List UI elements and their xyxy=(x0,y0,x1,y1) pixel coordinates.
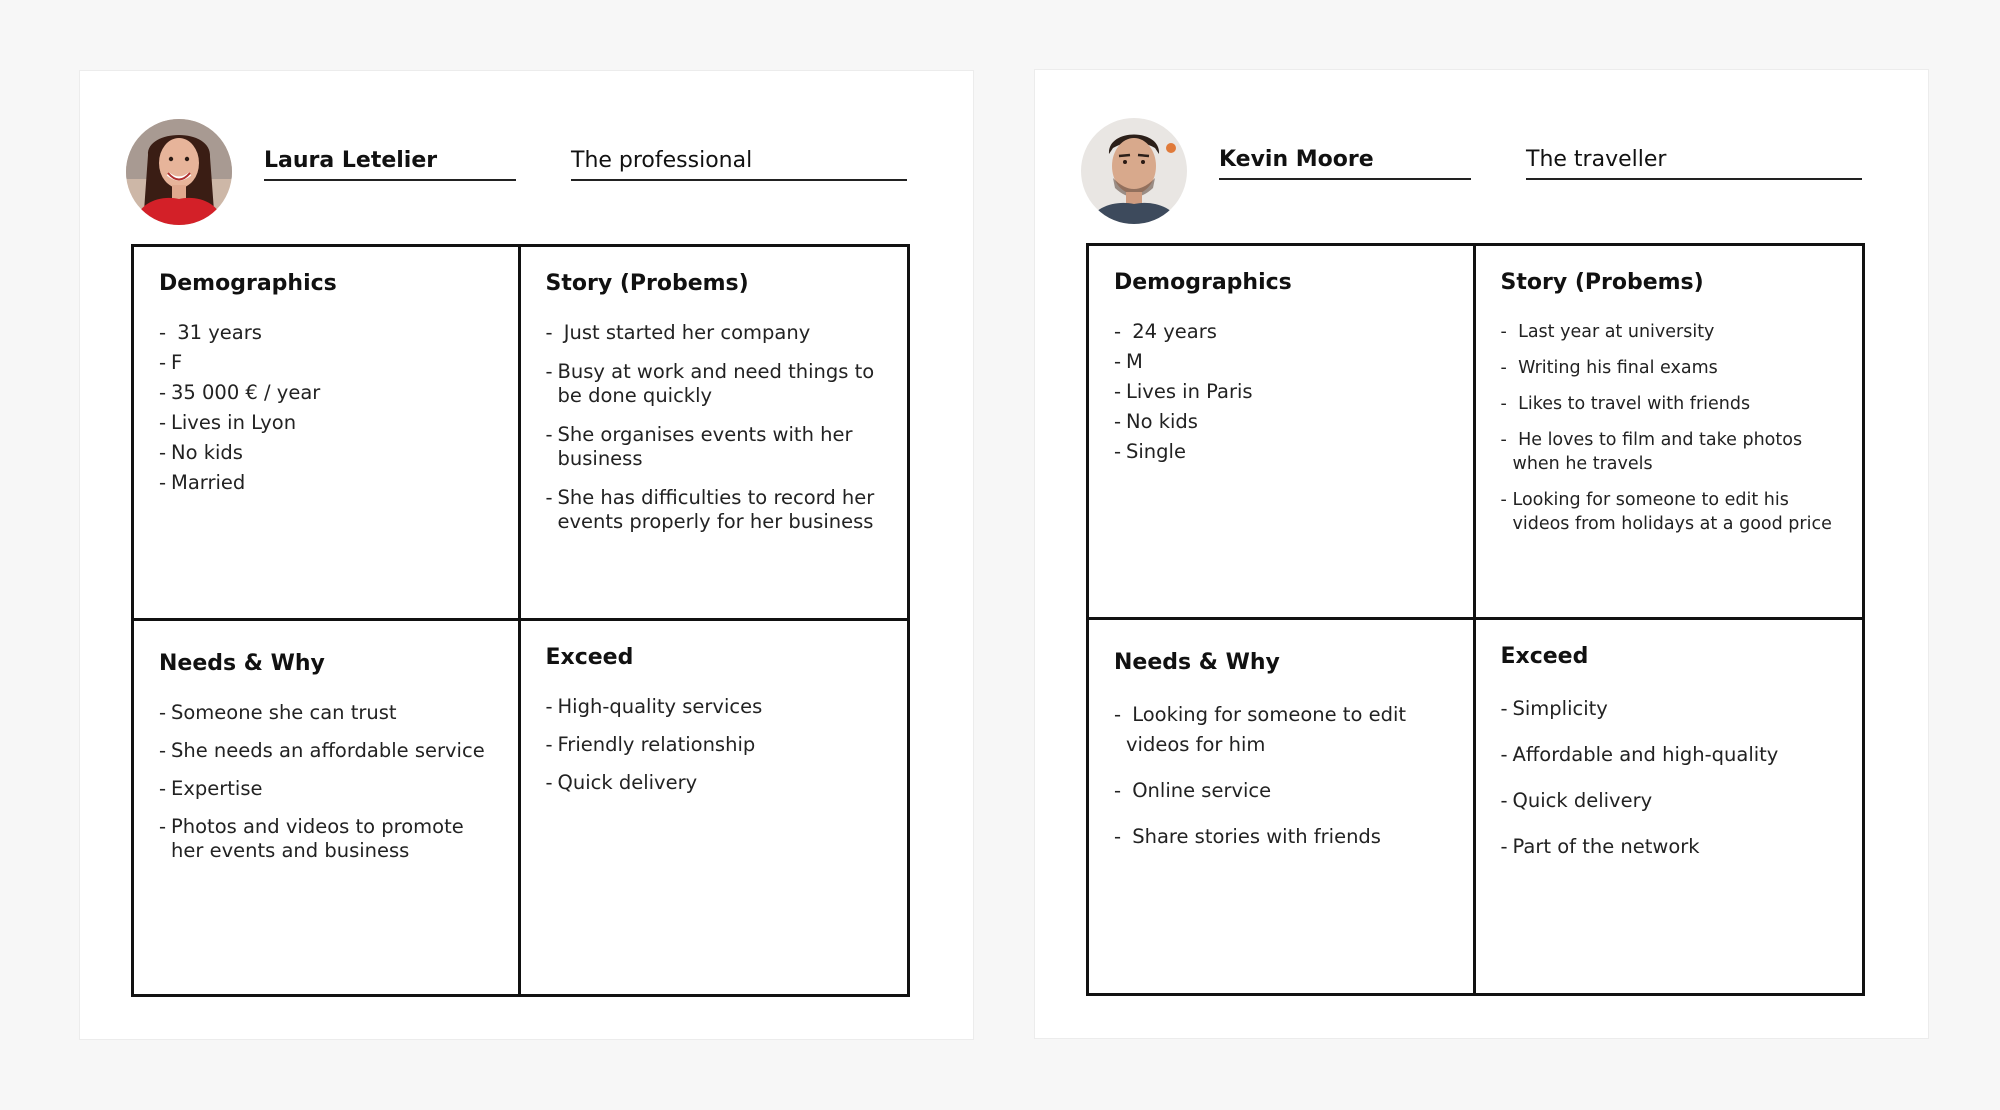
list-item: - She needs an affordable service xyxy=(159,738,485,762)
list-item: - Friendly relationship xyxy=(545,732,756,756)
story-title: Story (Probems) xyxy=(1500,270,1704,295)
exceed-list xyxy=(546,695,884,795)
list-item: - Lives in Lyon xyxy=(159,411,297,434)
exceed-section xyxy=(1476,620,1863,994)
demographics-section xyxy=(134,247,521,621)
list-item: - Someone she can trust xyxy=(159,700,397,724)
story-section xyxy=(521,247,908,621)
persona-card-kevin xyxy=(1034,69,1929,1039)
persona-role: The professional xyxy=(571,141,907,181)
avatar-photo-woman xyxy=(126,119,232,225)
list-item: - Married xyxy=(159,471,246,494)
list-item: - 31 years xyxy=(159,321,262,344)
list-item: - Photos and videos to promote her events and business xyxy=(159,814,464,862)
list-item: - She has difficulties to record her events properly for her business xyxy=(545,486,875,533)
story-list xyxy=(546,321,884,534)
demographics-section xyxy=(1089,246,1476,620)
list-item: - Looking for someone to edit his videos from holidays at a good price xyxy=(1500,490,1832,534)
list-item: - Last year at university xyxy=(1500,322,1715,342)
list-item: - Looking for someone to edit videos for him xyxy=(1114,702,1407,756)
list-item: - Online service xyxy=(1114,778,1272,802)
list-item: - 24 years xyxy=(1114,320,1217,343)
list-item: - No kids xyxy=(159,441,243,464)
list-item: - F xyxy=(159,351,183,374)
exceed-title: Exceed xyxy=(1500,643,1589,669)
persona-name: Kevin Moore xyxy=(1219,140,1471,180)
demographics-list xyxy=(1114,320,1449,464)
list-item: - Quick delivery xyxy=(545,770,698,794)
persona-grid xyxy=(131,244,910,997)
demographics-title: Demographics xyxy=(1114,270,1292,295)
story-title: Story (Probems) xyxy=(545,271,749,296)
avatar-photo-man xyxy=(1081,118,1187,224)
list-item: - No kids xyxy=(1114,410,1198,433)
list-item: - Simplicity xyxy=(1500,696,1608,720)
list-item: - Writing his final exams xyxy=(1500,358,1718,378)
persona-grid xyxy=(1086,243,1865,996)
list-item: - Part of the network xyxy=(1500,834,1700,858)
list-item: - Quick delivery xyxy=(1500,788,1653,812)
list-item: - Busy at work and need things to be done quickly xyxy=(545,360,875,407)
story-list xyxy=(1501,320,1839,536)
list-item: - Single xyxy=(1114,440,1186,463)
story-section xyxy=(1476,246,1863,620)
exceed-section xyxy=(521,621,908,995)
needs-section xyxy=(1089,620,1476,994)
list-item: - She organises events with her business xyxy=(545,423,853,470)
exceed-list xyxy=(1501,694,1839,862)
list-item: - Just started her company xyxy=(545,321,811,344)
list-item: - He loves to film and take photos when he travels xyxy=(1500,430,1803,474)
persona-name: Laura Letelier xyxy=(264,141,516,181)
exceed-title: Exceed xyxy=(545,644,634,670)
avatar xyxy=(1081,118,1187,224)
demographics-list xyxy=(159,321,494,495)
avatar xyxy=(126,119,232,225)
list-item: - Expertise xyxy=(159,776,263,800)
needs-list xyxy=(159,701,494,863)
list-item: - Likes to travel with friends xyxy=(1500,394,1751,414)
list-item: - High-quality services xyxy=(545,694,763,718)
needs-title: Needs & Why xyxy=(1114,649,1280,675)
list-item: - 35 000 € / year xyxy=(159,381,321,404)
demographics-title: Demographics xyxy=(159,271,337,296)
list-item: - Share stories with friends xyxy=(1114,824,1381,848)
needs-title: Needs & Why xyxy=(159,650,325,676)
persona-role: The traveller xyxy=(1526,140,1862,180)
needs-list xyxy=(1114,700,1449,852)
list-item: - Lives in Paris xyxy=(1114,380,1253,403)
needs-section xyxy=(134,621,521,995)
list-item: - M xyxy=(1114,350,1143,373)
list-item: - Affordable and high-quality xyxy=(1500,742,1779,766)
persona-card-laura xyxy=(79,70,974,1040)
